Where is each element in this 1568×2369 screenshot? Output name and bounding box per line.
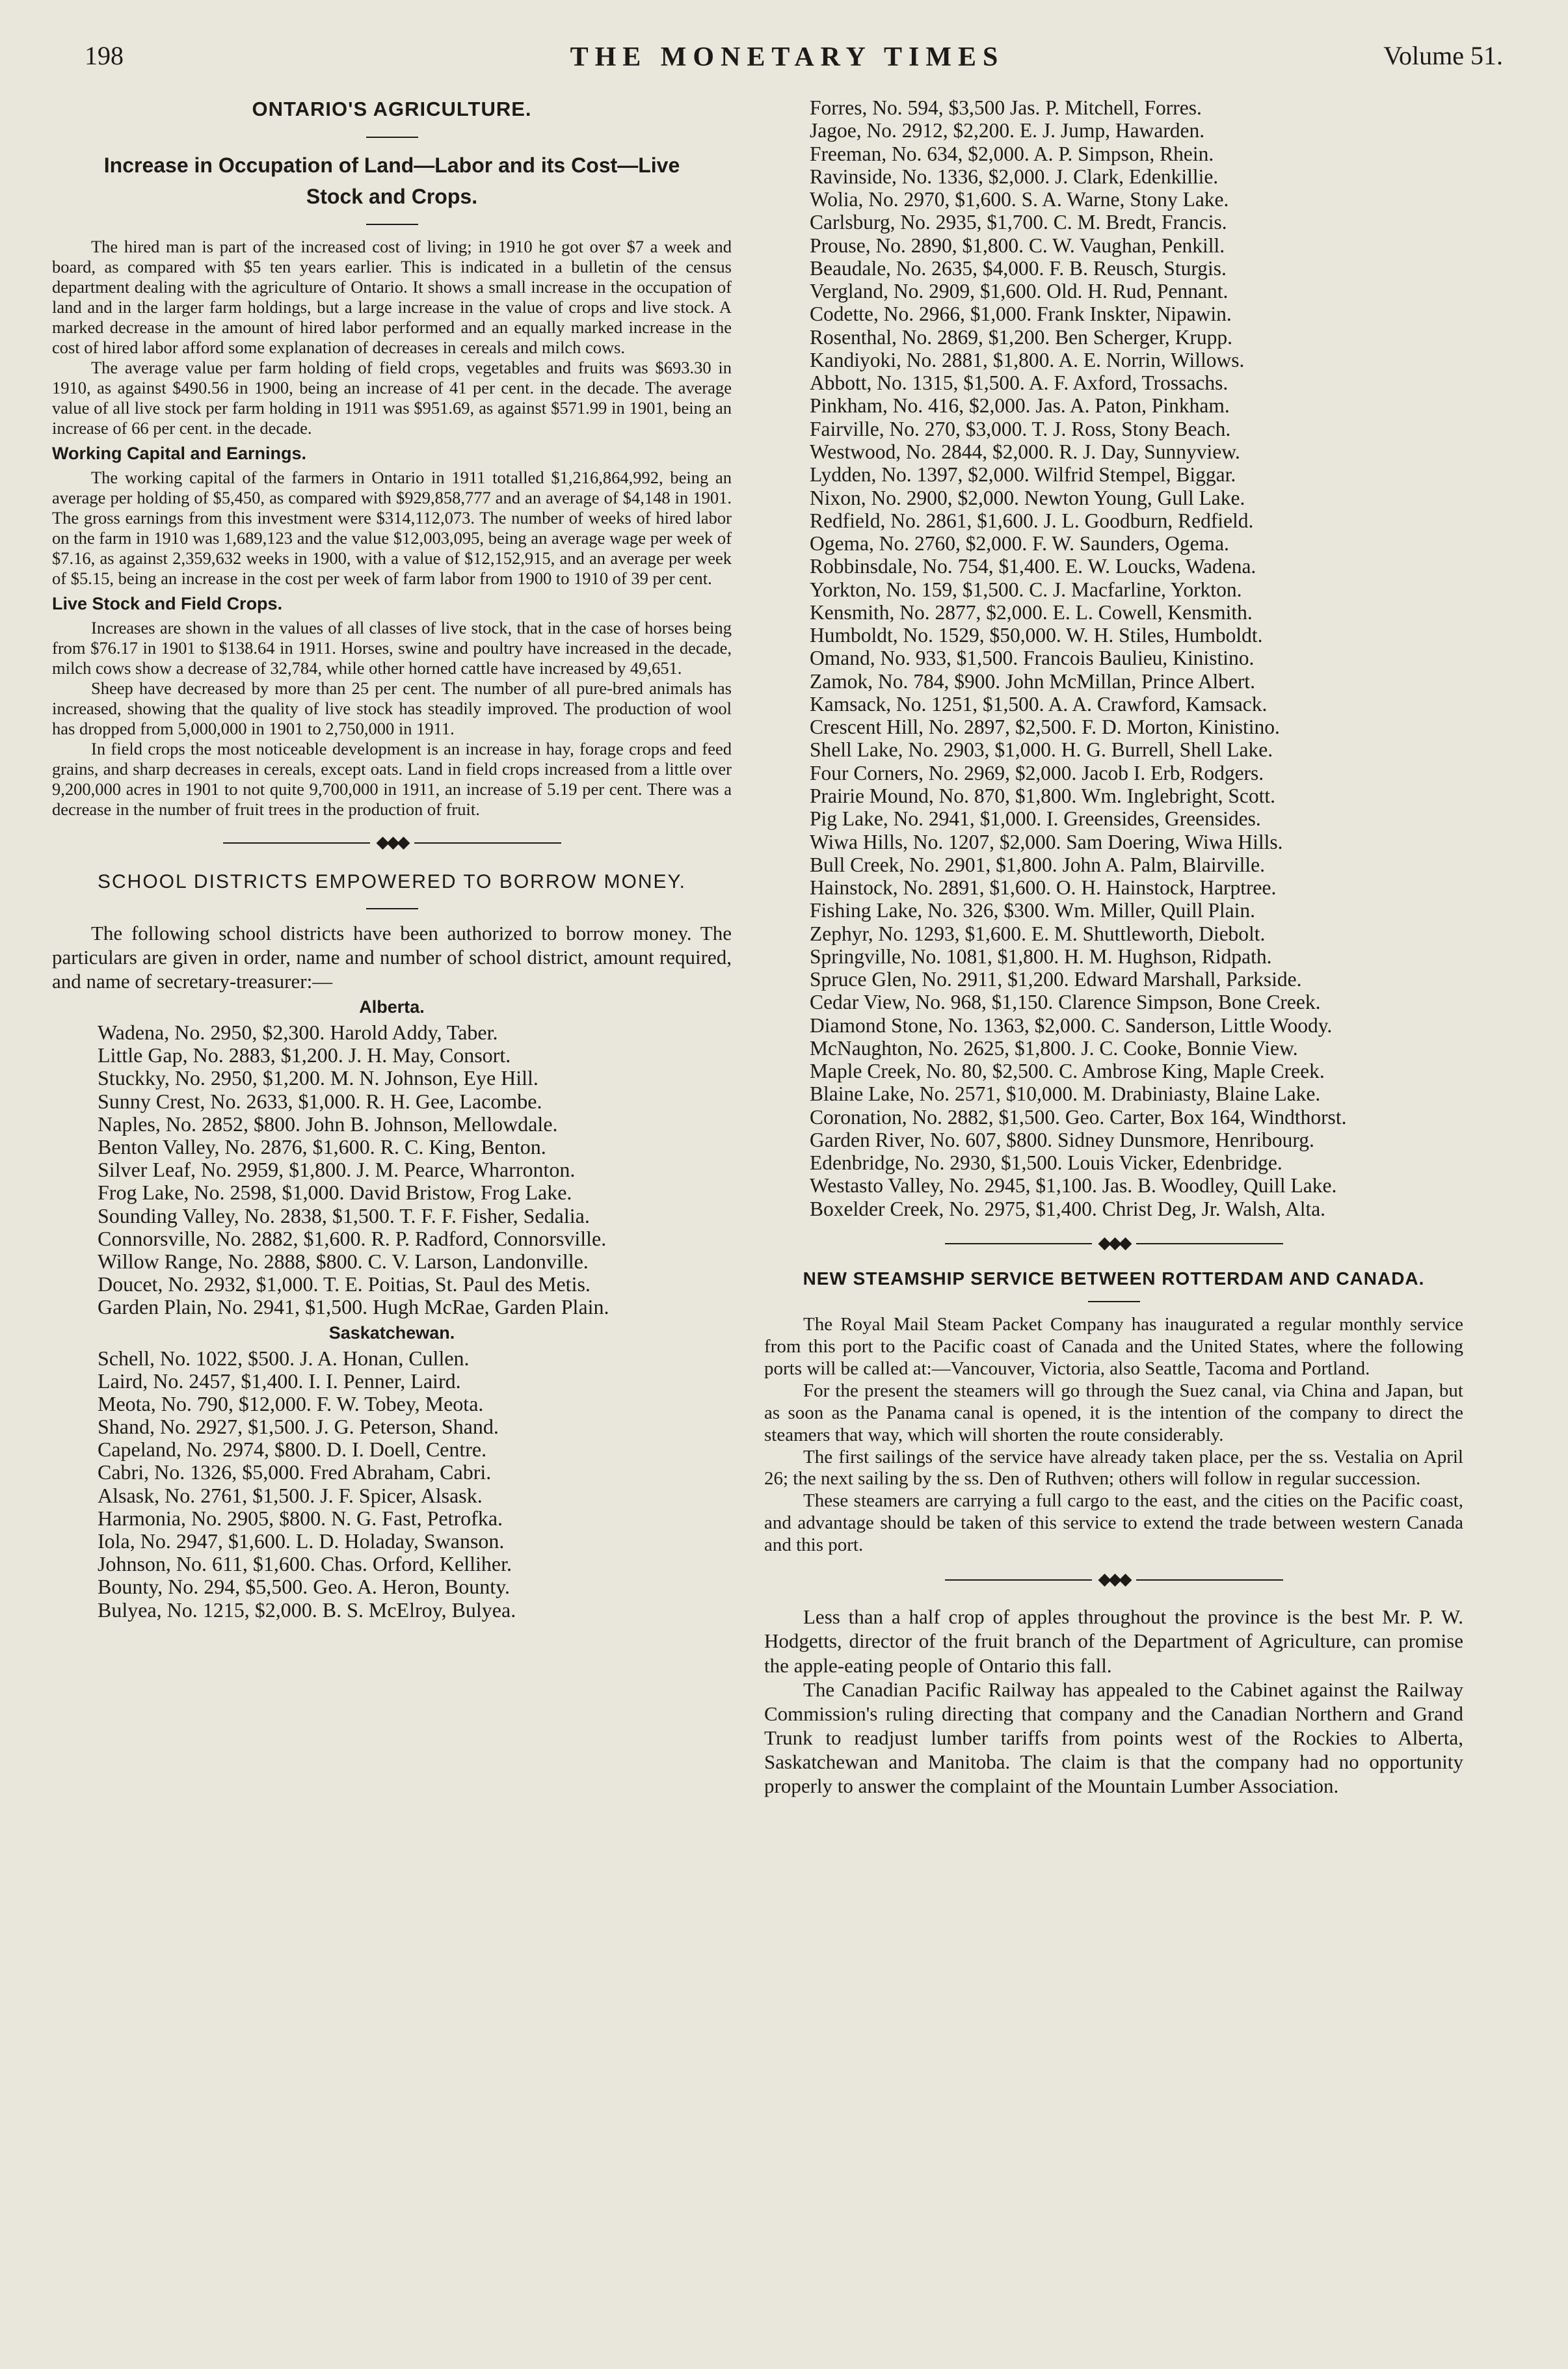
province-heading-saskatchewan: Saskatchewan. — [328, 1322, 455, 1343]
list-item: Laird, No. 2457, $1,400. I. I. Penner, Laird. — [98, 1369, 461, 1393]
masthead: THE MONETARY TIMES — [570, 42, 1005, 72]
ornament-divider: ◆◆◆ — [945, 1237, 1283, 1250]
list-item: Redfield, No. 2861, $1,600. J. L. Goodburn, Redfield. — [810, 509, 1254, 532]
list-item: Naples, No. 2852, $800. John B. Johnson, Mellowdale. — [98, 1112, 558, 1136]
divider — [366, 224, 418, 225]
list-item: Fairville, No. 270, $3,000. T. J. Ross, Stony Beach. — [810, 417, 1231, 440]
list-item: Omand, No. 933, $1,500. Francois Baulieu, Kinistino. — [810, 647, 1255, 670]
list-item: Westwood, No. 2844, $2,000. R. J. Day, Sunnyview. — [810, 440, 1240, 463]
list-item: Forres, No. 594, $3,500 Jas. P. Mitchell, Forres. — [810, 96, 1202, 119]
list-item: Capeland, No. 2974, $800. D. I. Doell, Centre. — [98, 1438, 487, 1462]
list-item: Schell, No. 1022, $500. J. A. Honan, Cullen. — [98, 1346, 470, 1370]
paragraph: Less than a half crop of apples throughout the province is the best Mr. P. W. Hodgetts, director of the fruit branch of the Department of Agriculture, can promise the apple-eating people of Ontario this fall. — [764, 1605, 1463, 1677]
volume-label: Volume 51. — [1383, 41, 1503, 70]
list-item: Prairie Mound, No. 870, $1,800. Wm. Inglebright, Scott. — [810, 784, 1275, 807]
list-item: Four Corners, No. 2969, $2,000. Jacob I. Erb, Rodgers. — [810, 761, 1264, 784]
list-item: Kamsack, No. 1251, $1,500. A. A. Crawford, Kamsack. — [810, 692, 1268, 716]
list-item: Willow Range, No. 2888, $800. C. V. Larson, Landonville. — [98, 1249, 589, 1273]
list-item: Springville, No. 1081, $1,800. H. M. Hughson, Ridpath. — [810, 944, 1272, 968]
list-item: Vergland, No. 2909, $1,600. Old. H. Rud, Pennant. — [810, 280, 1229, 303]
paragraph: The working capital of the farmers in Ontario in 1911 totalled $1,216,864,992, being an average per holding of $5,450, as compared with $929,858,777 and an average of $4,148 in 1901. The gross earnings from this investment were $314,112,073. The number of weeks of hired labor on the farm in 1910 was 1,689,123 and the value $12,003,095, being an average wage per week of $7.16, as against 2,359,632 weeks in 1900, with a value of $12,152,915, and an average per week of $5.15, being an increase in the cost per week of farm labor from 1900 to 1910 of 39 per cent. — [52, 468, 732, 588]
list-item: Freeman, No. 634, $2,000. A. P. Simpson, Rhein. — [810, 142, 1214, 165]
list-item: Wadena, No. 2950, $2,300. Harold Addy, Taber. — [98, 1021, 498, 1045]
list-item: Abbott, No. 1315, $1,500. A. F. Axford, Trossachs. — [810, 371, 1229, 395]
list-item: McNaughton, No. 2625, $1,800. J. C. Cooke, Bonnie View. — [810, 1036, 1298, 1060]
list-item: Spruce Glen, No. 2911, $1,200. Edward Marshall, Parkside. — [810, 968, 1302, 991]
list-item: Pinkham, No. 416, $2,000. Jas. A. Paton, Pinkham. — [810, 394, 1230, 418]
paragraph: Sheep have decreased by more than 25 per cent. The number of all pure-bred animals has increased, showing that the quality of live stock has steadily improved. The production of wool has dropped from 5,000,000 in 1901 to 2,750,000 in 1911. — [52, 678, 732, 738]
divider — [366, 908, 418, 909]
paragraph: The Royal Mail Steam Packet Company has inaugurated a regular monthly service from this port to the Pacific coast of Canada and the United States, where the following ports will be called at:—Vancouver, Victoria, also Seattle, Tacoma and Portland. — [764, 1314, 1463, 1379]
paragraph: The following school districts have been authorized to borrow money. The particulars are given in order, name and number of school district, amount required, and name of secretary-treasurer:— — [52, 921, 732, 993]
paragraph: The average value per farm holding of field crops, vegetables and fruits was $693.30 in 1910, as against $490.56 in 1900, being an increase of 41 per cent. in the decade. The average value of all live stock per farm holding in 1911 was $951.69, as against $571.99 in 1901, being an increase of 66 per cent. in the decade. — [52, 358, 732, 438]
list-item: Bull Creek, No. 2901, $1,800. John A. Palm, Blairville. — [810, 853, 1265, 876]
list-item: Westasto Valley, No. 2945, $1,100. Jas. B. Woodley, Quill Lake. — [810, 1174, 1337, 1198]
list-item: Robbinsdale, No. 754, $1,400. E. W. Loucks, Wadena. — [810, 555, 1256, 578]
ornament-divider: ◆◆◆ — [223, 837, 561, 850]
list-item: Ogema, No. 2760, $2,000. F. W. Saunders, Ogema. — [810, 532, 1229, 555]
list-item: Carlsburg, No. 2935, $1,700. C. M. Bredt, Francis. — [810, 211, 1227, 234]
list-item: Garden River, No. 607, $800. Sidney Dunsmore, Henribourg. — [810, 1128, 1314, 1151]
list-item: Kandiyoki, No. 2881, $1,800. A. E. Norrin, Willows. — [810, 348, 1245, 371]
list-item: Lydden, No. 1397, $2,000. Wilfrid Stempel, Biggar. — [810, 463, 1236, 487]
list-item: Nixon, No. 2900, $2,000. Newton Young, Gull Lake. — [810, 486, 1245, 509]
section-heading-working-capital: Working Capital and Earnings. — [52, 444, 307, 463]
list-item: Cedar View, No. 968, $1,150. Clarence Simpson, Bone Creek. — [810, 991, 1321, 1014]
list-item: Diamond Stone, No. 1363, $2,000. C. Sanderson, Little Woody. — [810, 1013, 1333, 1037]
list-item: Fishing Lake, No. 326, $300. Wm. Miller, Quill Plain. — [810, 899, 1256, 922]
list-item: Shand, No. 2927, $1,500. J. G. Peterson, Shand. — [98, 1415, 499, 1439]
list-item: Prouse, No. 2890, $1,800. C. W. Vaughan, Penkill. — [810, 234, 1225, 257]
article-title-steamship: NEW STEAMSHIP SERVICE BETWEEN ROTTERDAM AND CANADA. — [803, 1268, 1425, 1289]
page-number: 198 — [85, 41, 124, 70]
saskatchewan-list-left — [52, 1347, 732, 1622]
list-item: Iola, No. 2947, $1,600. L. D. Holaday, Swanson. — [98, 1529, 505, 1553]
list-item: Ravinside, No. 1336, $2,000. J. Clark, Edenkillie. — [810, 165, 1219, 188]
list-item: Humboldt, No. 1529, $50,000. W. H. Stiles, Humboldt. — [810, 624, 1263, 647]
article-subtitle-agriculture: Increase in Occupation of Land—Labor and its Cost—Live Stock and Crops. — [103, 154, 680, 208]
left-column — [52, 96, 732, 1622]
paragraph: The first sailings of the service have already taken place, per the ss. Vestalia on April 26; the next sailing by the ss. Den of Ruthven; others will follow in regular succession. — [764, 1446, 1463, 1490]
list-item: Harmonia, No. 2905, $800. N. G. Fast, Petrofka. — [98, 1506, 503, 1530]
list-item: Crescent Hill, No. 2897, $2,500. F. D. Morton, Kinistino. — [810, 716, 1280, 739]
paragraph: Increases are shown in the values of all classes of live stock, that in the case of horses being from $76.17 in 1901 to $138.64 in 1911. Horses, swine and poultry have increased in the decade, milch cows show a decrease of 32,784, while other horned cattle have increased by 49,651. — [52, 618, 732, 678]
list-item: Stuckky, No. 2950, $1,200. M. N. Johnson, Eye Hill. — [98, 1066, 538, 1090]
list-item: Blaine Lake, No. 2571, $10,000. M. Drabiniasty, Blaine Lake. — [810, 1082, 1321, 1106]
saskatchewan-list-right — [764, 96, 1463, 1220]
article-title-agriculture: ONTARIO'S AGRICULTURE. — [252, 98, 532, 120]
list-item: Sounding Valley, No. 2838, $1,500. T. F. F. Fisher, Sedalia. — [98, 1203, 590, 1227]
list-item: Silver Leaf, No. 2959, $1,800. J. M. Pearce, Wharronton. — [98, 1158, 576, 1182]
list-item: Wiwa Hills, No. 1207, $2,000. Sam Doering, Wiwa Hills. — [810, 830, 1283, 853]
list-item: Coronation, No. 2882, $1,500. Geo. Carter, Box 164, Windthorst. — [810, 1105, 1347, 1129]
list-item: Sunny Crest, No. 2633, $1,000. R. H. Gee, Lacombe. — [98, 1089, 542, 1113]
list-item: Zamok, No. 784, $900. John McMillan, Prince Albert. — [810, 669, 1256, 693]
list-item: Johnson, No. 611, $1,600. Chas. Orford, Kelliher. — [98, 1552, 512, 1576]
list-item: Benton Valley, No. 2876, $1,600. R. C. King, Benton. — [98, 1135, 546, 1158]
list-item: Bounty, No. 294, $5,500. Geo. A. Heron, Bounty. — [98, 1575, 511, 1599]
paragraph: The hired man is part of the increased cost of living; in 1910 he got over $7 a week and board, as compared with $5 ten years earlier. This is indicated in a bulletin of the census department dealing with the agriculture of Ontario. It shows a small increase in the occupation of land and in the larger farm holdings, but a large increase in the value of crops and live stock. A marked decrease in the amount of hired labor performed and an equally marked increase in the cost of hired labor afford some explanation of decreases in cereals and milch cows. — [52, 237, 732, 357]
list-item: Zephyr, No. 1293, $1,600. E. M. Shuttleworth, Diebolt. — [810, 922, 1266, 945]
list-item: Meota, No. 790, $12,000. F. W. Tobey, Meota. — [98, 1391, 484, 1415]
list-item: Codette, No. 2966, $1,000. Frank Inskter, Nipawin. — [810, 302, 1232, 326]
section-heading-live-stock: Live Stock and Field Crops. — [52, 594, 283, 613]
list-item: Shell Lake, No. 2903, $1,000. H. G. Burrell, Shell Lake. — [810, 738, 1273, 762]
list-item: Alsask, No. 2761, $1,500. J. F. Spicer, Alsask. — [98, 1483, 483, 1507]
right-column — [764, 96, 1463, 1799]
divider — [366, 137, 418, 138]
list-item: Bulyea, No. 1215, $2,000. B. S. McElroy, Bulyea. — [98, 1598, 516, 1622]
divider — [1088, 1301, 1140, 1302]
list-item: Garden Plain, No. 2941, $1,500. Hugh McRae, Garden Plain. — [98, 1295, 609, 1319]
list-item: Rosenthal, No. 2869, $1,200. Ben Scherger, Krupp. — [810, 325, 1232, 349]
list-item: Little Gap, No. 2883, $1,200. J. H. May, Consort. — [98, 1043, 511, 1067]
list-item: Beaudale, No. 2635, $4,000. F. B. Reusch, Sturgis. — [810, 256, 1227, 280]
paragraph: In field crops the most noticeable development is an increase in hay, forage crops and feed grains, and sharp decreases in cereals, except oats. Land in field crops increased from a little over 9,200,000 acres in 1901 to not quite 9,700,000 in 1911, an increase of 5.19 per cent. There was a decrease in the number of fruit trees in the production of fruit. — [52, 739, 732, 819]
list-item: Frog Lake, No. 2598, $1,000. David Bristow, Frog Lake. — [98, 1181, 572, 1205]
paragraph: For the present the steamers will go through the Suez canal, via China and Japan, but as soon as the Panama canal is opened, it is the intention of the company to direct the steamers that way, which will shorten the route considerably. — [764, 1380, 1463, 1445]
list-item: Kensmith, No. 2877, $2,000. E. L. Cowell, Kensmith. — [810, 600, 1253, 624]
paragraph: These steamers are carrying a full cargo to the east, and the cities on the Pacific coast, and advantage should be taken of this service to extend the trade between western Canada and this port. — [764, 1490, 1463, 1556]
list-item: Wolia, No. 2970, $1,600. S. A. Warne, Stony Lake. — [810, 188, 1229, 211]
list-item: Cabri, No. 1326, $5,000. Fred Abraham, Cabri. — [98, 1460, 492, 1484]
ornament-divider: ◆◆◆ — [945, 1573, 1283, 1586]
list-item: Connorsville, No. 2882, $1,600. R. P. Radford, Connorsville. — [98, 1226, 607, 1250]
province-heading-alberta: Alberta. — [359, 997, 425, 1017]
list-item: Hainstock, No. 2891, $1,600. O. H. Hainstock, Harptree. — [810, 876, 1277, 900]
page-header — [72, 36, 1503, 88]
list-item: Edenbridge, No. 2930, $1,500. Louis Vicker, Edenbridge. — [810, 1151, 1282, 1175]
list-item: Boxelder Creek, No. 2975, $1,400. Christ Deg, Jr. Walsh, Alta. — [810, 1197, 1326, 1220]
alberta-list — [52, 1021, 732, 1318]
list-item: Pig Lake, No. 2941, $1,000. I. Greensides, Greensides. — [810, 807, 1261, 831]
paragraph: The Canadian Pacific Railway has appealed to the Cabinet against the Railway Commission's ruling directing that company and the Canadian Northern and Grand Trunk to readjust lumber tariffs from points west of the Rockies to Alberta, Saskatchewan and Manitoba. The claim is that the company had no opportunity properly to answer the complaint of the Mountain Lumber Association. — [764, 1678, 1463, 1798]
list-item: Yorkton, No. 159, $1,500. C. J. Macfarline, Yorkton. — [810, 578, 1242, 601]
list-item: Doucet, No. 2932, $1,000. T. E. Poitias, St. Paul des Metis. — [98, 1272, 591, 1296]
list-item: Jagoe, No. 2912, $2,200. E. J. Jump, Hawarden. — [810, 119, 1205, 142]
article-title-school-districts: SCHOOL DISTRICTS EMPOWERED TO BORROW MONEY. — [98, 871, 686, 892]
list-item: Maple Creek, No. 80, $2,500. C. Ambrose King, Maple Creek. — [810, 1060, 1325, 1083]
